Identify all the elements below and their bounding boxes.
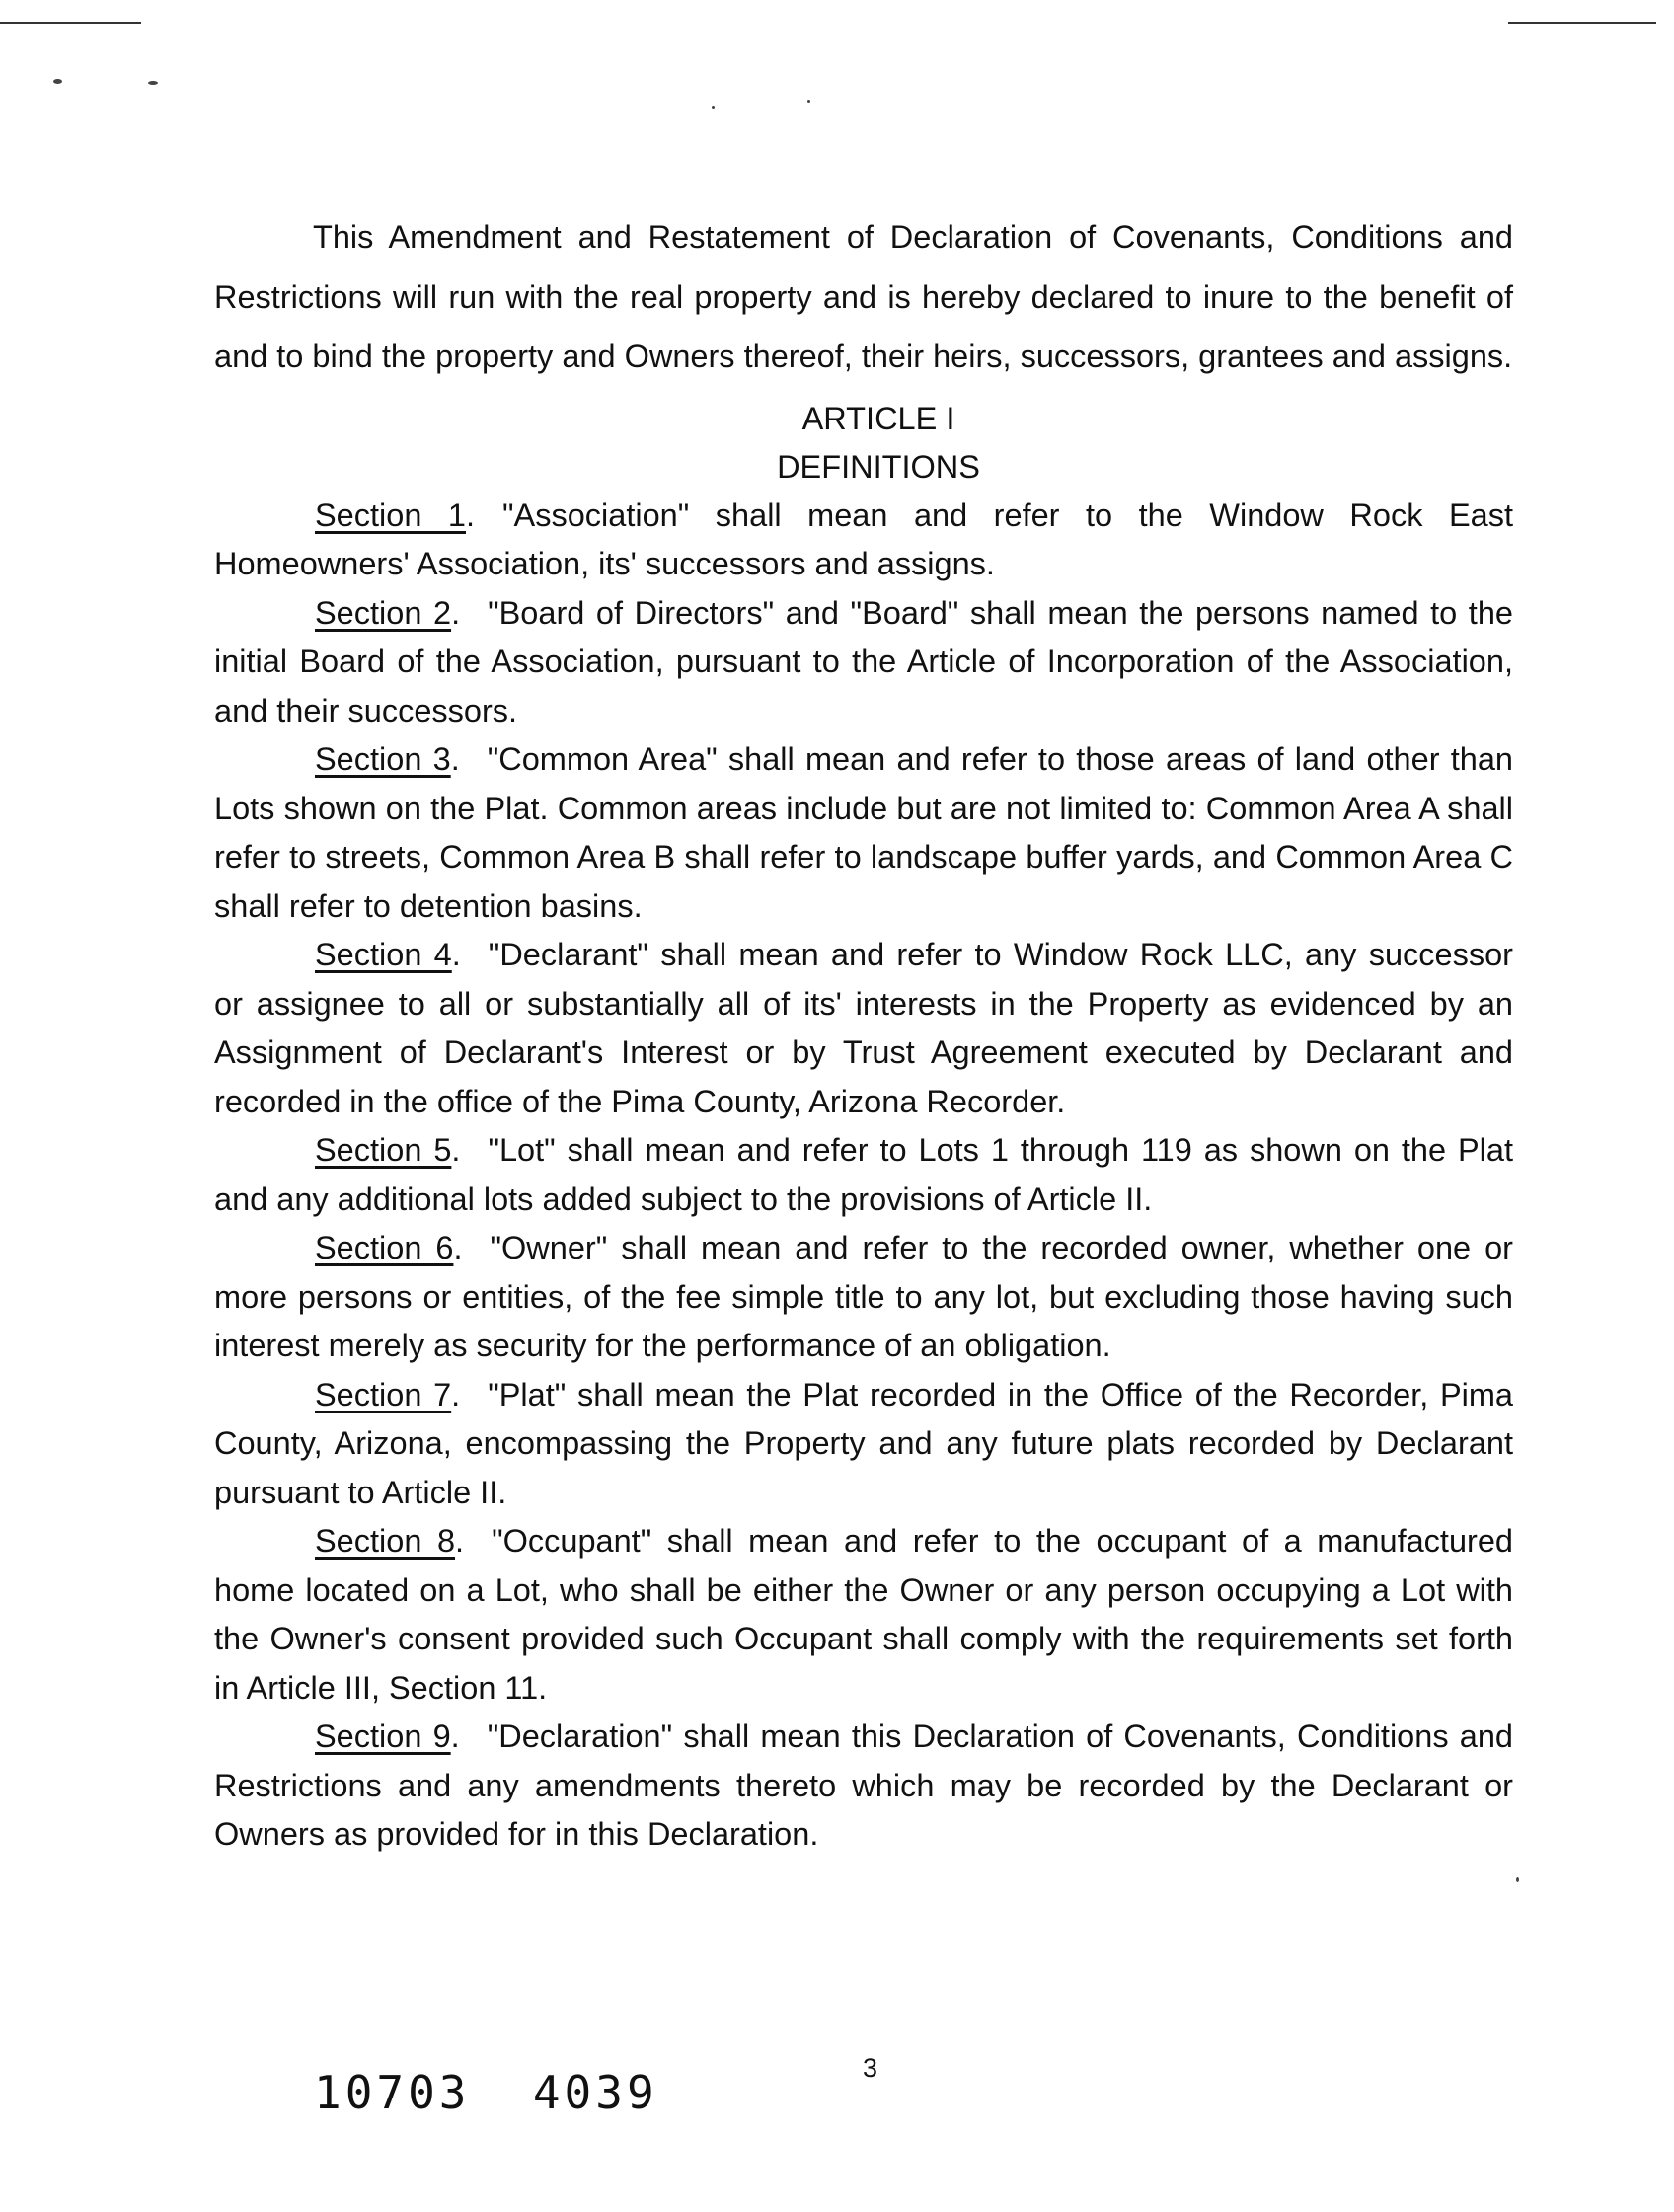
section-7: Section 7. "Plat" shall mean the Plat recorded in the Office of the Recorder, Pima County, Arizona, encompassing the Property and any future plats recorded by Declarant pursuant to Article II. (214, 1376, 1513, 1510)
section-label: Section 2 (315, 594, 452, 631)
scan-artifact-top-left (0, 22, 141, 24)
section-text: "Declaration" shall mean this Declaration of Covenants, Conditions and Restrictions and any amendments thereto which may be recorded by the Declarant or Owners as provided for in this Declaration. (214, 1718, 1513, 1852)
section-5: Section 5. "Lot" shall mean and refer to Lots 1 through 119 as shown on the Plat and any additional lots added subject to the provisions of Article II. (214, 1132, 1513, 1217)
article-heading (214, 395, 1513, 492)
section-6: Section 6. "Owner" shall mean and refer to the recorded owner, whether one or more persons or entities, of the fee simple title to any lot, but excluding those having such interest merely as security for the performance of an obligation. (214, 1230, 1513, 1363)
section-label: Section 1 (315, 496, 466, 533)
section-9: Section 9. "Declaration" shall mean this Declaration of Covenants, Conditions and Restrictions and any amendments thereto which may be recorded by the Declarant or Owners as provided for in this Declaration. (214, 1718, 1513, 1852)
section-8: Section 8. "Occupant" shall mean and refer to the occupant of a manufactured home located on a Lot, who shall be either the Owner or any person occupying a Lot with the Owner's consent provided such Occupant shall comply with the requirements set forth in Article III, Section 11. (214, 1523, 1513, 1706)
section-3: Section 3. "Common Area" shall mean and refer to those areas of land other than Lots shown on the Plat. Common areas include but are not limited to: Common Area A shall refer to streets, Common Area B shall refer to landscape buffer yards, and Common Area C shall refer to detention basins. (214, 741, 1513, 924)
scan-artifact-top-right (1508, 22, 1656, 24)
section-label: Section 5 (315, 1132, 452, 1168)
section-text: "Plat" shall mean the Plat recorded in the Office of the Recorder, Pima County, Arizona, encompassing the Property and any future plats recorded by Declarant pursuant to Article II. (214, 1376, 1513, 1510)
scan-speck (53, 79, 62, 84)
section-text: "Lot" shall mean and refer to Lots 1 through 119 as shown on the Plat and any additional lots added subject to the provisions of Article II. (214, 1132, 1513, 1217)
article-title: DEFINITIONS (777, 448, 980, 485)
section-text: "Association" shall mean and refer to the Window Rock East Homeowners' Association, its' successors and assigns. (214, 496, 1513, 581)
section-label: Section 3 (315, 741, 451, 777)
section-2: Section 2. "Board of Directors" and "Board" shall mean the persons named to the initial Board of the Association, pursuant to the Article of Incorporation of the Association, and their successors. (214, 594, 1513, 728)
section-text: "Common Area" shall mean and refer to those areas of land other than Lots shown on the Plat. Common areas include but are not limited to: Common Area A shall refer to streets, Common Area B shall refer to landscape buffer yards, and Common Area C shall refer to detention basins. (214, 741, 1513, 924)
definitions-list (214, 492, 1513, 1860)
section-text: "Owner" shall mean and refer to the recorded owner, whether one or more persons or entities, of the fee simple title to any lot, but excluding those having such interest merely as security for the performance of an obligation. (214, 1230, 1513, 1363)
scan-speck (712, 106, 715, 109)
document-page (214, 207, 1513, 1860)
scan-speck (807, 100, 810, 103)
intro-paragraph: This Amendment and Restatement of Declaration of Covenants, Conditions and Restrictions will run with the real property and is hereby declared to inure to the benefit of and to bind the property and Owners thereof, their heirs, successors, grantees and assigns. (214, 219, 1513, 374)
section-1: Section 1. "Association" shall mean and refer to the Window Rock East Homeowners' Association, its' successors and assigns. (214, 496, 1513, 581)
article-number: ARTICLE I (801, 400, 955, 436)
scan-speck (1516, 1877, 1519, 1882)
section-label: Section 6 (315, 1230, 454, 1265)
recorder-docket-stamp: 10703 4039 (314, 2066, 658, 2119)
page-number: 3 (863, 2053, 878, 2083)
section-label: Section 8 (315, 1523, 456, 1559)
section-label: Section 7 (315, 1376, 452, 1412)
section-text: "Board of Directors" and "Board" shall mean the persons named to the initial Board of the Association, pursuant to the Article of Incorporation of the Association, and their successors. (214, 594, 1513, 728)
section-4: Section 4. "Declarant" shall mean and refer to Window Rock LLC, any successor or assignee to all or substantially all of its' interests in the Property as evidenced by an Assignment of Declarant's Interest or by Trust Agreement executed by Declarant and recorded in the office of the Pima County, Arizona Recorder. (214, 937, 1513, 1119)
section-label: Section 9 (315, 1718, 451, 1754)
scan-speck (148, 81, 158, 85)
section-text: "Declarant" shall mean and refer to Window Rock LLC, any successor or assignee to all or substantially all of its' interests in the Property as evidenced by an Assignment of Declarant's Interest or by Trust Agreement executed by Declarant and recorded in the office of the Pima County, Arizona Recorder. (214, 937, 1513, 1119)
section-label: Section 4 (315, 937, 452, 972)
section-text: "Occupant" shall mean and refer to the occupant of a manufactured home located on a Lot, who shall be either the Owner or any person occupying a Lot with the Owner's consent provided such Occupant shall comply with the requirements set forth in Article III, Section 11. (214, 1523, 1513, 1706)
